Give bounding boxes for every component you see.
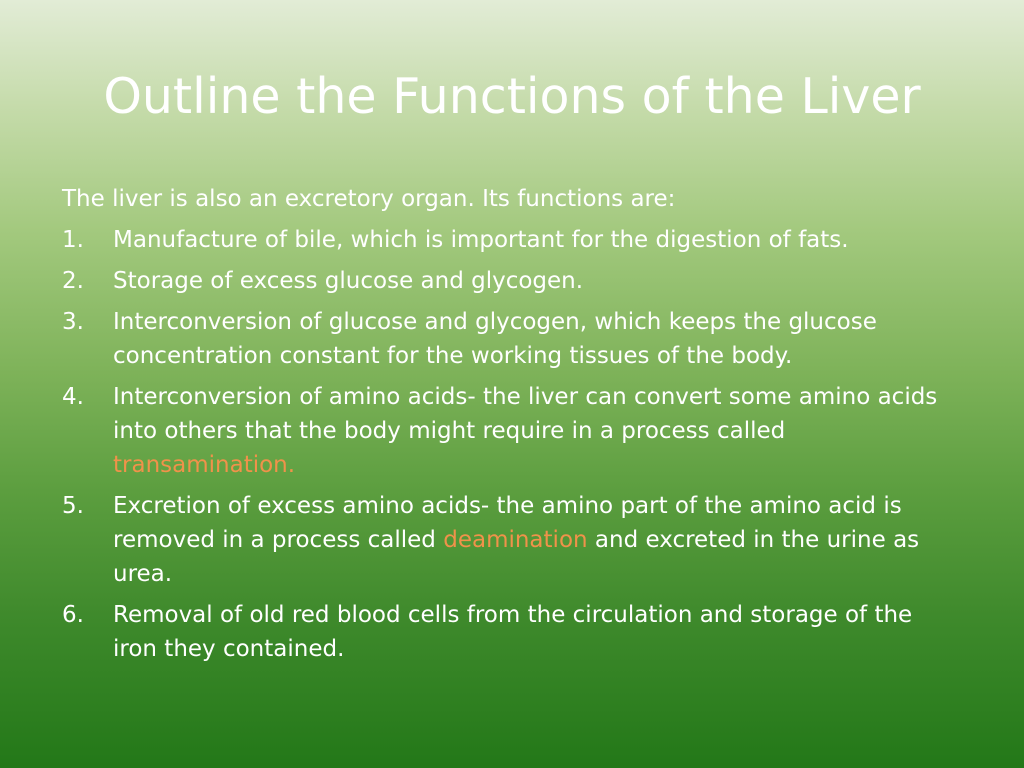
item-number: 2. (62, 268, 84, 294)
list-item (62, 598, 962, 666)
item-text (113, 380, 962, 482)
item-text: Removal of old red blood cells from the circulation and storage of the iron they contained. (113, 602, 913, 662)
list-item (62, 380, 962, 482)
item-number: 3. (62, 309, 84, 335)
slide-body (62, 182, 962, 673)
item-number: 6. (62, 602, 84, 628)
list-item (62, 489, 962, 591)
item-text: Storage of excess glucose and glycogen. (113, 268, 584, 294)
item-text (113, 489, 962, 591)
highlighted-term-deamination: deamination (443, 527, 588, 553)
item-text-part: Interconversion of amino acids- the liver can convert some amino acids into others that the body might require in a process called (113, 384, 938, 444)
item-number: 4. (62, 384, 84, 410)
intro-text: The liver is also an excretory organ. Its functions are: (62, 186, 676, 212)
item-text-part: and excreted in the urine as urea. (113, 527, 920, 587)
item-number: 1. (62, 227, 84, 253)
list-item (62, 223, 962, 257)
item-text-part: Excretion of excess amino acids- the amino part of the amino acid is removed in a process called (113, 493, 902, 553)
list-item (62, 305, 962, 373)
list-item (62, 264, 962, 298)
slide-title: Outline the Functions of the Liver (103, 68, 921, 125)
highlighted-term-transamination: transamination. (113, 452, 296, 478)
item-text: Interconversion of glucose and glycogen, which keeps the glucose concentration constant for the working tissues of the body. (113, 309, 877, 369)
item-text: Manufacture of bile, which is important for the digestion of fats. (113, 227, 849, 253)
item-number: 5. (62, 493, 84, 519)
function-list (62, 223, 962, 666)
